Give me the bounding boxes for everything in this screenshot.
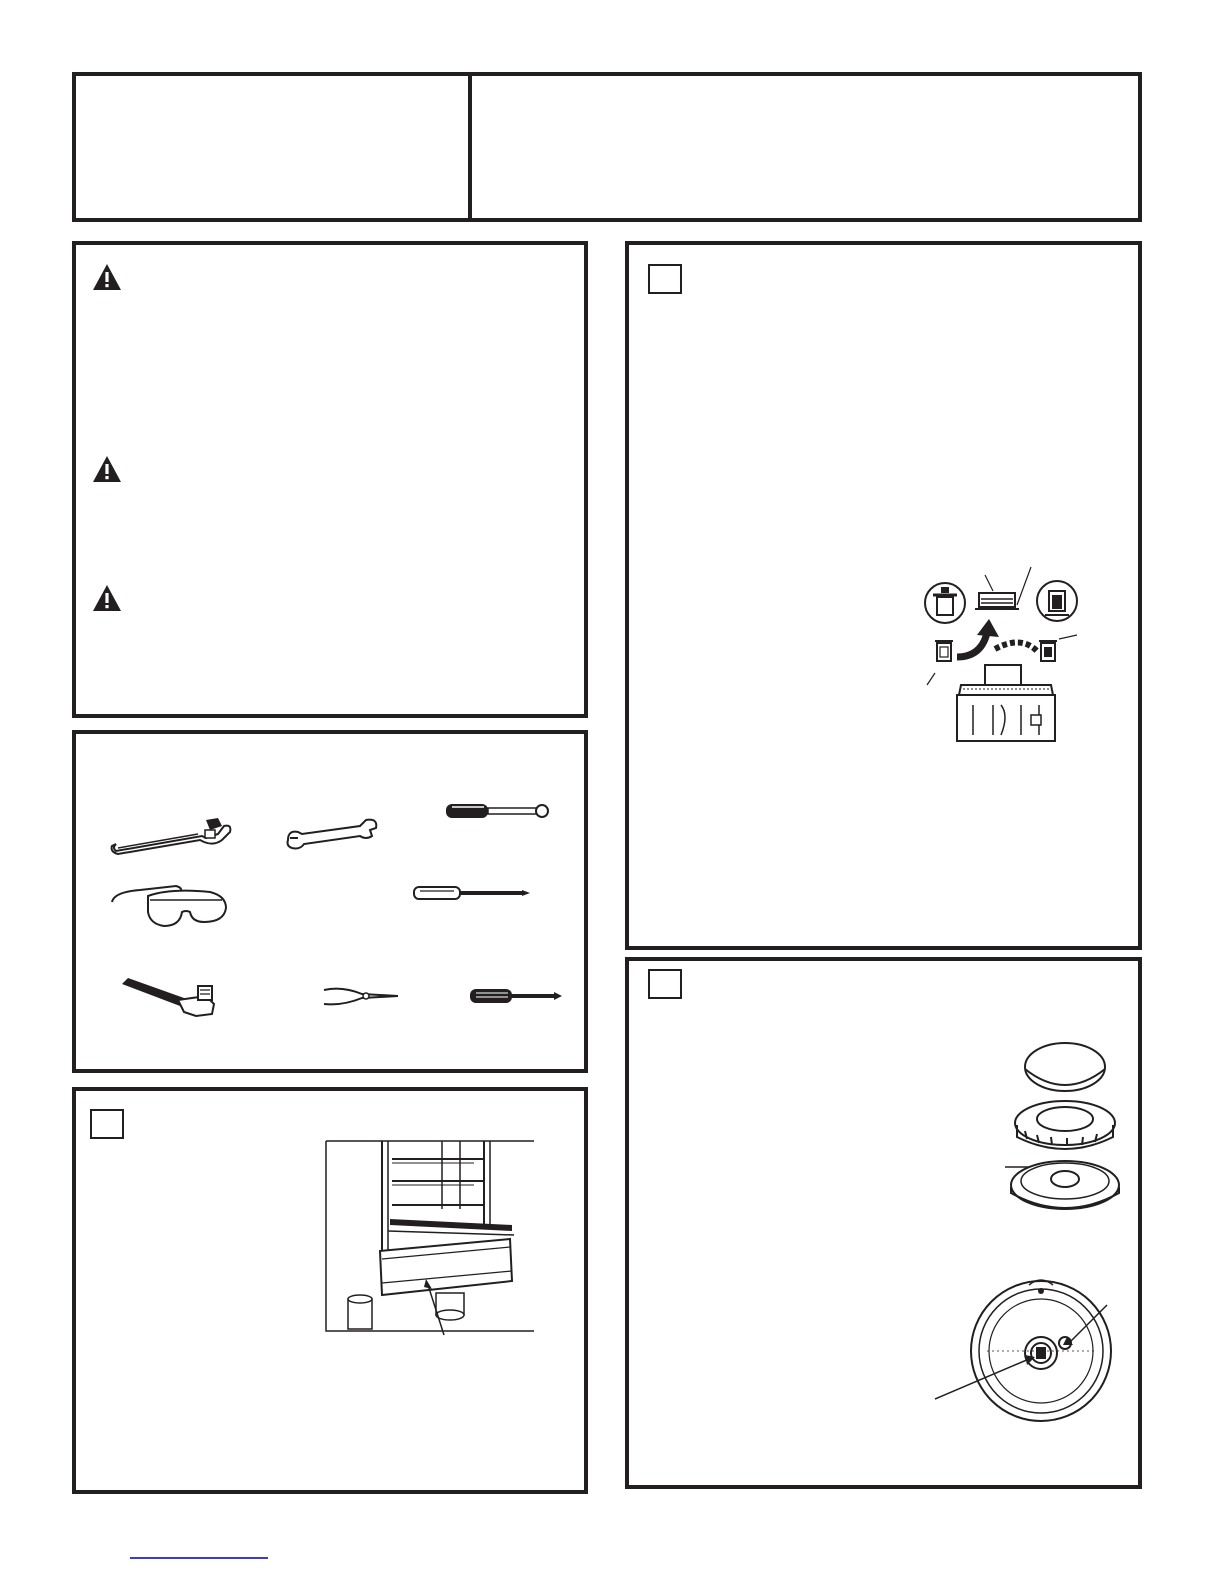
warning-panel	[72, 241, 588, 718]
warning-triangle-icon	[92, 263, 122, 291]
step-1-panel	[625, 241, 1142, 950]
nut-driver-icon	[444, 800, 552, 822]
adjustable-wrench-icon	[110, 814, 234, 856]
range-drawer-diagram-icon	[324, 1139, 536, 1339]
phillips-screwdriver-icon	[468, 986, 564, 1006]
burner-assembly-diagram-icon	[917, 1039, 1129, 1443]
step-1-number-box	[648, 264, 682, 294]
orifice-conversion-diagram-icon	[921, 565, 1087, 743]
step-3-panel	[72, 1087, 588, 1494]
step-2-number-box	[648, 969, 682, 999]
warning-triangle-icon	[92, 455, 122, 483]
warning-triangle-icon	[92, 584, 122, 612]
safety-glasses-icon	[110, 882, 230, 930]
needle-nose-pliers-icon	[322, 984, 400, 1008]
step-2-panel	[625, 957, 1142, 1489]
header-divider	[468, 76, 472, 218]
step-3-number-box	[90, 1109, 124, 1139]
footer-link[interactable]	[130, 1557, 268, 1559]
ratchet-socket-icon	[118, 974, 218, 1018]
header-table	[72, 72, 1142, 222]
tools-panel	[72, 730, 588, 1073]
open-end-wrench-icon	[286, 818, 378, 852]
flat-blade-screwdriver-icon	[412, 884, 532, 902]
